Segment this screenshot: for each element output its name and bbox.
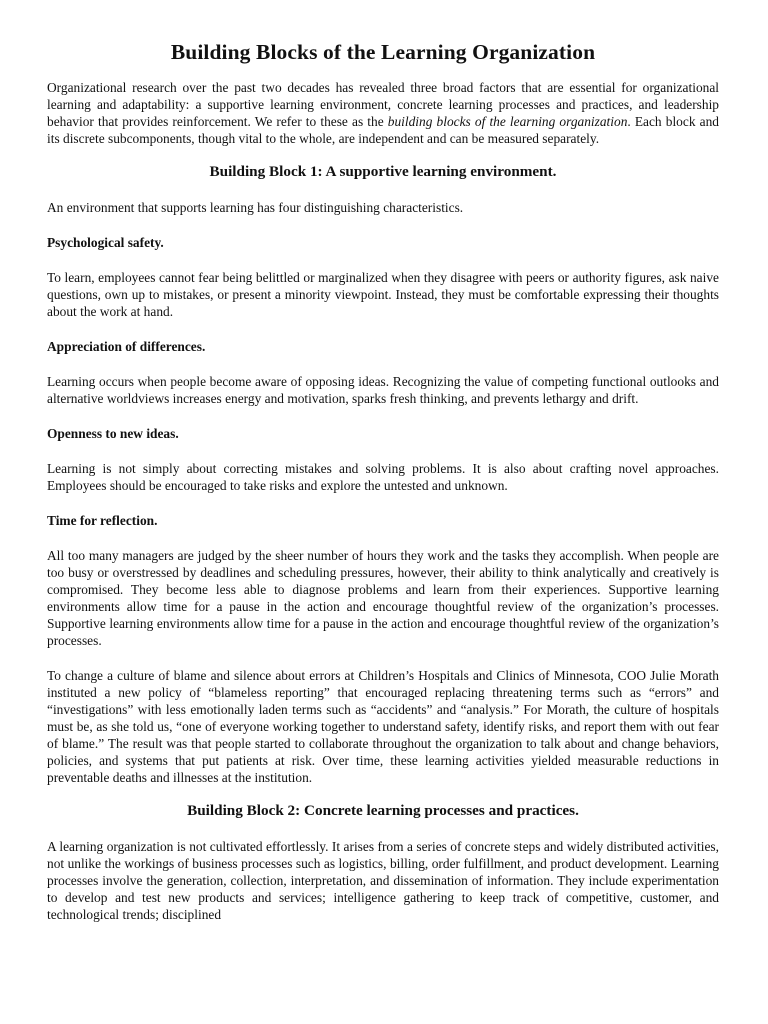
section-text-openness-to-new-ideas: Learning is not simply about correcting mistakes and solving problems. It is also about crafting novel approaches. Employees should be encouraged to take risks and explore the untested and unknown.	[47, 461, 719, 493]
section-heading-psychological-safety: Psychological safety.	[47, 235, 164, 250]
section-text-psychological-safety: To learn, employees cannot fear being belittled or marginalized when they disagree with peers or authority figures, ask naive questions, own up to mistakes, or present a minority viewpoint. Instead, they must be comfortable expressing their thoughts about the work at hand.	[47, 270, 719, 319]
intro-emphasis: building blocks of the learning organization	[387, 114, 628, 129]
intro-text-before: Organizational research over the past two decades has revealed three broad factors that are essential for organizational learning and adaptability: a supportive learning environment, concrete learning processes and practices, and leadership behavior that provides reinforcement. We refer to these as the	[47, 80, 719, 129]
section-heading-openness-to-new-ideas: Openness to new ideas.	[47, 426, 179, 441]
intro-text-after: . Each block and its discrete subcomponents, though vital to the whole, are independent and can be measured separately.	[47, 114, 719, 146]
intro-paragraph	[47, 79, 719, 147]
section-text-time-for-reflection: All too many managers are judged by the sheer number of hours they work and the tasks they accomplish. When people are too busy or overstressed by deadlines and scheduling pressures, however, their ability to think analytically and creatively is compromised. They become less able to diagnose problems and learn from their experiences. Supportive learning environments allow time for a pause in the action and encourage thoughtful review of the organization’s processes. Supportive learning environments allow time for a pause in the action and encourage thoughtful review of the organization’s processes.	[47, 548, 719, 648]
block2-heading: Building Block 2: Concrete learning processes and practices.	[187, 802, 579, 819]
section-text-appreciation-of-differences: Learning occurs when people become aware of opposing ideas. Recognizing the value of competing functional outlooks and alternative worldviews increases energy and motivation, sparks fresh thinking, and prevents lethargy and drift.	[47, 374, 719, 406]
block2-paragraph: A learning organization is not cultivated effortlessly. It arises from a series of concrete steps and widely distributed activities, not unlike the workings of business processes such as logistics, billing, order fulfillment, and product development. Learning processes involve the generation, collection, interpretation, and dissemination of information. They include experimentation to develop and test new products and services; intelligence gathering to keep track of competitive, customer, and technological trends; disciplined	[47, 839, 719, 922]
block1-intro: An environment that supports learning has four distinguishing characteristics.	[47, 200, 464, 215]
block1-heading: Building Block 1: A supportive learning environment.	[209, 163, 557, 180]
document-page	[47, 40, 719, 923]
section-heading-time-for-reflection: Time for reflection.	[47, 513, 158, 528]
section-heading-appreciation-of-differences: Appreciation of differences.	[47, 339, 206, 354]
hospital-example-paragraph: To change a culture of blame and silence about errors at Children’s Hospitals and Clinics of Minnesota, COO Julie Morath instituted a new policy of “blameless reporting” that encouraged replacing threatening terms such as “errors” and “investigations” with less emotionally laden terms such as “accidents” and “analysis.” For Morath, the culture of hospitals must be, as she told us, “one of everyone working together to understand safety, identify risks, and report them with out fear of blame.” The result was that people started to collaborate throughout the organization to talk about and change behaviors, policies, and systems that put patients at risk. Over time, these learning activities yielded measurable reductions in preventable deaths and illnesses at the institution.	[47, 668, 719, 785]
document-title: Building Blocks of the Learning Organization	[170, 40, 596, 64]
